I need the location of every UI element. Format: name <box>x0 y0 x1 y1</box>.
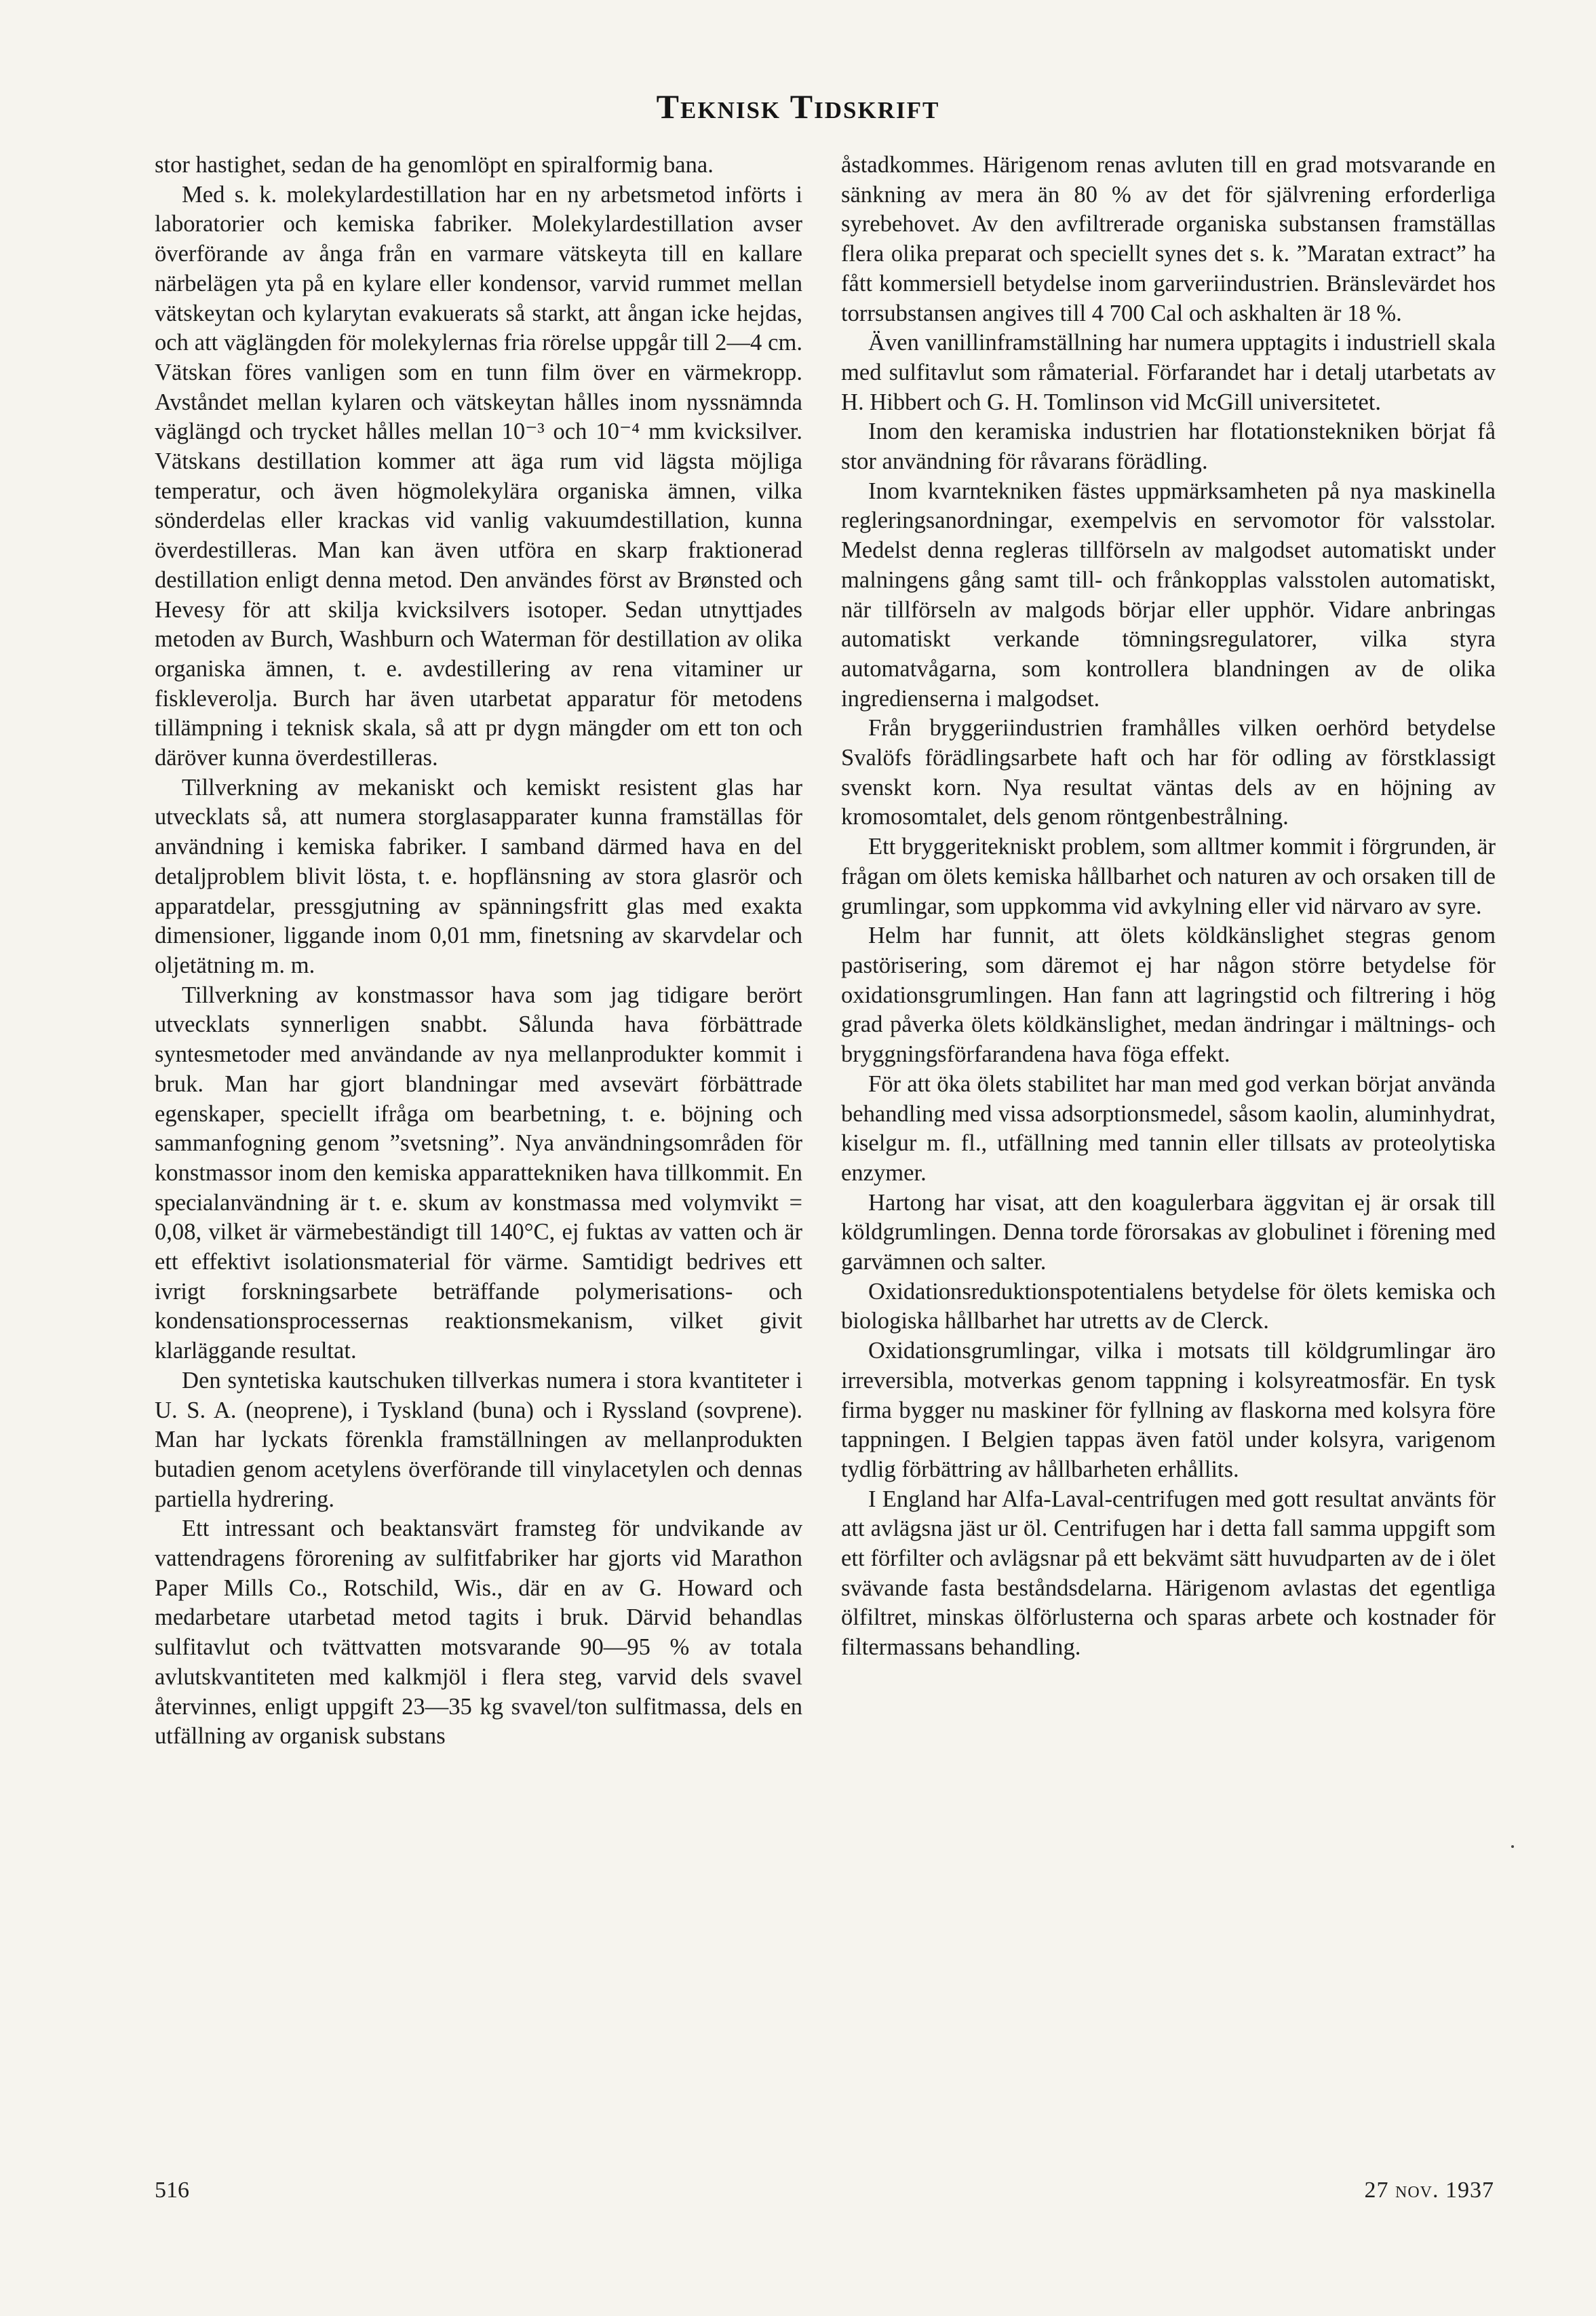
right-column <box>841 151 1496 1663</box>
issue-date-month: nov. <box>1395 2178 1439 2203</box>
journal-title: Teknisk Tidskrift <box>656 88 940 126</box>
right-column-paragraph: Inom den keramiska industrien har flotationstekniken börjat få stor användning för råvarans förädling. <box>841 419 1496 475</box>
left-column-paragraph: Med s. k. molekylardestillation har en ny arbetsmetod införts i laboratorier och kemiska fabriker. Molekylardestillation avser överförande av ånga från en varmare vätskeyta till en kallare närbelägen yta på en kylare eller kondensor, varvid rummet mellan vätskeytan och kylarytan evakuerats så starkt, att ångan icke hejdas, och att väglängden för molekylernas fria rörelse uppgår till 2—4 cm. Vätskan föres vanligen som en tunn film över en värmekropp. Avståndet mellan kylaren och vätskeytan hålles inom nyssnämnda väglängd och trycket hålles mellan 10⁻³ och 10⁻⁴ mm kvicksilver. Vätskans destillation kommer att äga rum vid lägsta möjliga temperatur, och även högmolekylära organiska ämnen, vilka sönderdelas eller krackas vid vanlig vakuumdestillation, kunna överdestilleras. Man kan även utföra en skarp fraktionerad destillation enligt denna metod. Den användes först av Brønsted och Hevesy för att skilja kvicksilvers isotoper. Sedan utnyttjades metoden av Burch, Washburn och Waterman för destillation av olika organiska ämnen, t. e. avdestillering av rena vitaminer ur fiskleverolja. Burch har även utarbetat apparatur för metodens tillämpning i teknisk skala, så att pr dygn mängder om ett ton och däröver kunna överdestilleras. <box>155 181 802 771</box>
right-column-paragraph: Ett bryggeritekniskt problem, som alltmer kommit i förgrunden, är frågan om ölets kemiska hållbarhet och naturen av och orsaken till de grumlingar, som uppkomma vid avkylning eller vid närvaro av syre. <box>841 834 1496 919</box>
left-column-paragraph: stor hastighet, sedan de ha genomlöpt en spiralformig bana. <box>155 152 714 178</box>
issue-date-day: 27 <box>1364 2178 1389 2203</box>
right-column-paragraph: I England har Alfa-Laval-centrifugen med gott resultat använts för att avlägsna jäst ur öl. Centrifugen har i detta fall samma uppgift som ett förfilter och avlägsnar på ett bekvämt sätt huvudparten av de i ölet svävande fasta beståndsdelarna. Härigenom avlastas det egentliga ölfiltret, minskas ölförlusterna och sparas arbete och kostnader för filtermassans behandling. <box>841 1486 1496 1661</box>
left-column-paragraph: Den syntetiska kautschuken tillverkas numera i stora kvantiteter i U. S. A. (neoprene), i Tyskland (buna) och i Ryssland (sovprene). Man har lyckats förenkla framställningen av mellanprodukten butadien genom acetylens överförande till vinylacetylen och dennas partiella hydrering. <box>155 1367 802 1512</box>
right-column-paragraph: åstadkommes. Härigenom renas avluten till en grad motsvarande en sänkning av mera än 80 % av det för självrening erforderliga syrebehovet. Av den avfiltrerade organiska substansen framställas flera olika preparat och speciellt synes det s. k. ”Maratan extract” ha fått kommersiell betydelse inom garveriindustrien. Bränslevärdet hos torrsubstansen angives till 4 700 Cal och askhalten är 18 %. <box>841 152 1496 326</box>
left-column-paragraph: Ett intressant och beaktansvärt framsteg för undvikande av vattendragens förorening av sulfitfabriker har gjorts vid Marathon Paper Mills Co., Rotschild, Wis., där en av G. Howard och medarbetare utarbetad metod tagits i bruk. Därvid behandlas sulfitavlut och tvättvatten motsvarande 90—95 % av totala avlutskvantiteten med kalkmjöl i flera steg, varvid dels svavel återvinnes, enligt uppgift 23—35 kg svavel/ton sulfitmassa, dels en utfällning av organisk substans <box>155 1516 802 1750</box>
issue-date-year: 1937 <box>1445 2178 1494 2203</box>
issue-date <box>1365 2178 1495 2203</box>
left-column-paragraph: Tillverkning av konstmassor hava som jag tidigare berört utvecklats synnerligen snabbt. Sålunda hava förbättrade syntesmetoder med användande av nya mellanprodukter kommit i bruk. Man har gjort blandningar med avsevärt förbättrade egenskaper, speciellt ifråga om bearbetning, t. e. böjning och sammanfogning genom ”svetsning”. Nya användningsområden för konstmassor inom den kemiska apparattekniken hava tillkommit. En specialanvändning är t. e. skum av konstmassa med volymvikt = 0,08, vilket är värmebeständigt till 140°C, ej fuktas av vatten och är ett effektivt isolationsmaterial för värme. Samtidigt bedrives ett ivrigt forskningsarbete beträffande polymerisations- och kondensationsprocessernas reaktionsmekanism, vilket givit klarläggande resultat. <box>155 982 802 1364</box>
print-speck <box>1511 1845 1514 1848</box>
right-column-paragraph: Även vanillinframställning har numera upptagits i industriell skala med sulfitavlut som råmaterial. Förfarandet har i detalj utarbetats av H. Hibbert och G. H. Tomlinson vid McGill universitetet. <box>841 330 1496 415</box>
right-column-paragraph: Inom kvarntekniken fästes uppmärksamheten på nya maskinella regleringsanordningar, exempelvis en servomotor för valsstolar. Medelst denna regleras tillförseln av malgodset automatiskt under malningens gång samt till- och frånkopplas valsstolen automatiskt, när tillförseln av malgods börjar eller upphör. Vidare anbringas automatiskt verkande tömningsregulatorer, vilka styra automatvågarna, som kontrollera blandningen av de olika ingredienserna i malgodset. <box>841 478 1496 712</box>
left-column <box>155 151 802 1752</box>
right-column-paragraph: Från bryggeriindustrien framhålles vilken oerhörd betydelse Svalöfs förädlingsarbete haft och har för odling av förstklassigt svenskt korn. Nya resultat väntas dels av en höjning av kromosomtalet, dels genom röntgenbestrålning. <box>841 715 1496 830</box>
left-column-paragraph: Tillverkning av mekaniskt och kemiskt resistent glas har utvecklats så, att numera storglasapparater kunna framställas för användning i kemiska fabriker. I samband därmed hava en del detaljproblem blivit lösta, t. e. hopflänsning av stora glasrör och apparatdelar, pressgjutning av spänningsfritt glas med exakta dimensioner, liggande inom 0,01 mm, finetsning av skarvdelar och oljetätning m. m. <box>155 774 802 978</box>
right-column-paragraph: Oxidationsgrumlingar, vilka i motsats till köldgrumlingar äro irreversibla, motverkas genom tappning i kolsyreatmosfär. En tysk firma bygger nu maskiner för fyllning av flaskorna med kolsyra före tappningen. I Belgien tappas även fatöl under kolsyra, varigenom tydlig förbättring av hållbarheten erhållits. <box>841 1338 1496 1482</box>
right-column-paragraph: Oxidationsreduktionspotentialens betydelse för ölets kemiska och biologiska hållbarhet har utretts av de Clerck. <box>841 1278 1496 1334</box>
right-column-paragraph: För att öka ölets stabilitet har man med god verkan börjat använda behandling med vissa adsorptionsmedel, såsom kaolin, aluminhydrat, kiselgur m. fl., utfällning med tannin eller tillsats av proteolytiska enzymer. <box>841 1070 1496 1186</box>
right-column-paragraph: Hartong har visat, att den koagulerbara äggvitan ej är orsak till köldgrumlingen. Denna torde förorsakas av globulinet i förening med garvämnen och salter. <box>841 1189 1496 1275</box>
right-column-paragraph: Helm har funnit, att ölets köldkänslighet stegras genom pastörisering, som däremot ej har någon större betydelse för oxidationsgrumlingen. Han fann att lagringstid och filtrering i hög grad påverka ölets köldkänslighet, medan ändringar i mältnings- och bryggningsförfarandena hava föga effekt. <box>841 923 1496 1068</box>
page-number: 516 <box>155 2178 189 2203</box>
